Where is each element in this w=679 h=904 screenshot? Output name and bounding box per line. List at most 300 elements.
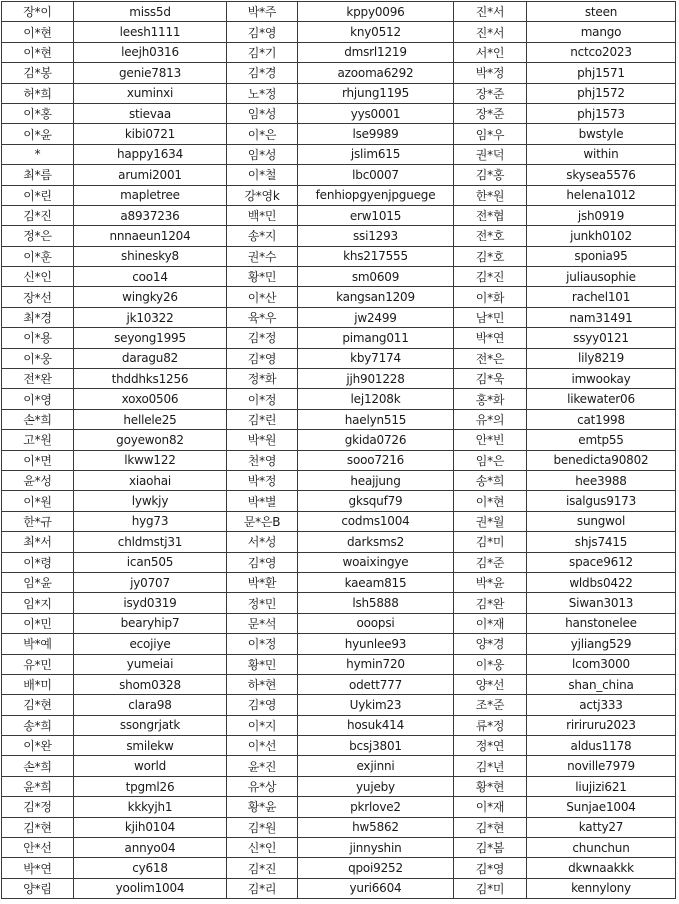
cell-name-2: 이*철	[227, 165, 298, 185]
cell-name-1: 유*민	[2, 654, 74, 674]
cell-name-1: 김*현	[2, 695, 74, 715]
cell-name-1: 안*선	[2, 838, 74, 858]
table-row	[2, 695, 676, 715]
cell-name-2: 유*상	[227, 776, 298, 796]
cell-id-1: hellele25	[74, 409, 227, 429]
cell-name-3: 이*재	[454, 797, 527, 817]
cell-name-2: 정*화	[227, 369, 298, 389]
cell-name-1: 윤*성	[2, 470, 74, 490]
cell-name-2: 육*우	[227, 307, 298, 327]
cell-id-2: fenhiopgyenjpguege	[298, 185, 454, 205]
cell-id-2: jslim615	[298, 144, 454, 164]
cell-name-1: *	[2, 144, 74, 164]
cell-id-3: shjs7415	[527, 532, 676, 552]
table-row	[2, 287, 676, 307]
cell-name-2: 문*석	[227, 613, 298, 633]
table-row	[2, 776, 676, 796]
cell-name-2: 이*정	[227, 634, 298, 654]
table-row	[2, 328, 676, 348]
cell-id-3: emtp55	[527, 430, 676, 450]
table-row	[2, 103, 676, 123]
cell-name-1: 이*용	[2, 328, 74, 348]
cell-id-1: kibi0721	[74, 124, 227, 144]
table-row	[2, 165, 676, 185]
cell-name-3: 정*연	[454, 736, 527, 756]
cell-id-3: jsh0919	[527, 205, 676, 225]
cell-id-3: benedicta90802	[527, 450, 676, 470]
cell-name-2: 박*환	[227, 572, 298, 592]
cell-id-2: kby7174	[298, 348, 454, 368]
cell-id-1: yumeiai	[74, 654, 227, 674]
cell-id-2: sooo7216	[298, 450, 454, 470]
cell-name-2: 이*정	[227, 389, 298, 409]
cell-name-1: 배*미	[2, 674, 74, 694]
cell-id-1: nnnaeun1204	[74, 226, 227, 246]
cell-id-2: khs217555	[298, 246, 454, 266]
cell-id-2: jw2499	[298, 307, 454, 327]
cell-id-3: dkwnaakkk	[527, 858, 676, 878]
table-row	[2, 369, 676, 389]
cell-name-1: 박*예	[2, 634, 74, 654]
table-row	[2, 552, 676, 572]
cell-id-3: nctco2023	[527, 42, 676, 62]
cell-id-3: lily8219	[527, 348, 676, 368]
cell-name-3: 조*준	[454, 695, 527, 715]
cell-id-2: lej1208k	[298, 389, 454, 409]
cell-id-1: isyd0319	[74, 593, 227, 613]
cell-name-1: 김*봉	[2, 63, 74, 83]
cell-id-3: steen	[527, 2, 676, 22]
cell-name-3: 권*덕	[454, 144, 527, 164]
cell-name-3: 진*서	[454, 22, 527, 42]
cell-name-2: 박*원	[227, 430, 298, 450]
cell-id-1: thddhks1256	[74, 369, 227, 389]
cell-name-1: 박*연	[2, 858, 74, 878]
cell-id-3: lcom3000	[527, 654, 676, 674]
cell-id-3: likewater06	[527, 389, 676, 409]
cell-name-3: 남*민	[454, 307, 527, 327]
cell-id-1: lkww122	[74, 450, 227, 470]
cell-name-2: 이*산	[227, 287, 298, 307]
cell-id-2: sm0609	[298, 267, 454, 287]
cell-id-1: coo14	[74, 267, 227, 287]
cell-name-2: 박*별	[227, 491, 298, 511]
cell-id-2: yujeby	[298, 776, 454, 796]
cell-name-3: 한*원	[454, 185, 527, 205]
cell-id-2: gkida0726	[298, 430, 454, 450]
cell-name-2: 정*민	[227, 593, 298, 613]
cell-id-1: clara98	[74, 695, 227, 715]
cell-id-2: codms1004	[298, 511, 454, 531]
cell-name-2: 천*영	[227, 450, 298, 470]
table-row	[2, 511, 676, 531]
cell-id-3: nam31491	[527, 307, 676, 327]
cell-name-2: 송*지	[227, 226, 298, 246]
cell-id-2: jjh901228	[298, 369, 454, 389]
cell-id-1: seyong1995	[74, 328, 227, 348]
cell-name-1: 장*이	[2, 2, 74, 22]
table-row	[2, 450, 676, 470]
cell-name-3: 임*은	[454, 450, 527, 470]
table-row	[2, 634, 676, 654]
cell-name-2: 박*주	[227, 2, 298, 22]
cell-id-2: exjinni	[298, 756, 454, 776]
table-row	[2, 674, 676, 694]
cell-id-2: yuri6604	[298, 878, 454, 898]
cell-id-1: kjih0104	[74, 817, 227, 837]
table-row	[2, 470, 676, 490]
cell-name-2: 임*성	[227, 144, 298, 164]
cell-name-1: 양*림	[2, 878, 74, 898]
table-row	[2, 756, 676, 776]
cell-id-3: aldus1178	[527, 736, 676, 756]
cell-name-1: 김*현	[2, 817, 74, 837]
cell-name-1: 정*은	[2, 226, 74, 246]
table-row	[2, 593, 676, 613]
cell-name-1: 이*면	[2, 450, 74, 470]
cell-name-2: 김*진	[227, 858, 298, 878]
cell-name-1: 손*희	[2, 409, 74, 429]
cell-name-3: 전*호	[454, 226, 527, 246]
cell-name-2: 김*리	[227, 878, 298, 898]
cell-id-1: shinesky8	[74, 246, 227, 266]
cell-name-2: 김*원	[227, 817, 298, 837]
cell-name-1: 김*진	[2, 205, 74, 225]
table-row	[2, 572, 676, 592]
cell-id-1: shom0328	[74, 674, 227, 694]
table-row	[2, 42, 676, 62]
cell-name-3: 이*현	[454, 491, 527, 511]
cell-name-3: 서*인	[454, 42, 527, 62]
cell-id-1: jy0707	[74, 572, 227, 592]
cell-id-2: odett777	[298, 674, 454, 694]
cell-name-2: 김*기	[227, 42, 298, 62]
cell-name-1: 김*정	[2, 797, 74, 817]
cell-id-2: kny0512	[298, 22, 454, 42]
cell-name-2: 강*영k	[227, 185, 298, 205]
cell-id-1: lywkjy	[74, 491, 227, 511]
cell-name-2: 신*인	[227, 838, 298, 858]
cell-id-2: rhjung1195	[298, 83, 454, 103]
cell-name-3: 임*우	[454, 124, 527, 144]
cell-id-3: skysea5576	[527, 165, 676, 185]
cell-name-2: 이*은	[227, 124, 298, 144]
cell-name-2: 서*성	[227, 532, 298, 552]
cell-id-2: heajjung	[298, 470, 454, 490]
cell-name-1: 손*희	[2, 756, 74, 776]
cell-id-3: ssyy0121	[527, 328, 676, 348]
cell-id-1: leesh1111	[74, 22, 227, 42]
cell-name-1: 장*선	[2, 287, 74, 307]
cell-id-2: kppy0096	[298, 2, 454, 22]
cell-id-1: arumi2001	[74, 165, 227, 185]
cell-name-1: 이*린	[2, 185, 74, 205]
cell-name-1: 이*홍	[2, 103, 74, 123]
cell-id-3: katty27	[527, 817, 676, 837]
cell-id-3: actj333	[527, 695, 676, 715]
cell-name-2: 김*정	[227, 328, 298, 348]
table-row	[2, 878, 676, 898]
cell-id-3: hanstonelee	[527, 613, 676, 633]
cell-name-1: 최*름	[2, 165, 74, 185]
cell-id-2: hw5862	[298, 817, 454, 837]
cell-name-1: 최*경	[2, 307, 74, 327]
cell-name-3: 박*연	[454, 328, 527, 348]
cell-name-2: 김*영	[227, 552, 298, 572]
cell-name-1: 이*민	[2, 613, 74, 633]
cell-id-3: phj1573	[527, 103, 676, 123]
cell-id-2: erw1015	[298, 205, 454, 225]
cell-id-2: dmsrl1219	[298, 42, 454, 62]
cell-id-3: rachel101	[527, 287, 676, 307]
cell-id-3: hee3988	[527, 470, 676, 490]
cell-id-3: sponia95	[527, 246, 676, 266]
cell-id-3: space9612	[527, 552, 676, 572]
cell-name-1: 이*원	[2, 491, 74, 511]
table-row	[2, 348, 676, 368]
cell-name-1: 이*현	[2, 42, 74, 62]
cell-name-2: 권*수	[227, 246, 298, 266]
cell-name-3: 유*의	[454, 409, 527, 429]
cell-name-3: 황*현	[454, 776, 527, 796]
table-row	[2, 532, 676, 552]
table-row	[2, 389, 676, 409]
cell-name-2: 하*현	[227, 674, 298, 694]
table-row	[2, 654, 676, 674]
cell-name-3: 안*빈	[454, 430, 527, 450]
cell-id-3: kennylony	[527, 878, 676, 898]
cell-name-1: 한*규	[2, 511, 74, 531]
cell-name-3: 양*선	[454, 674, 527, 694]
cell-id-2: hymin720	[298, 654, 454, 674]
cell-name-3: 류*정	[454, 715, 527, 735]
cell-id-3: phj1572	[527, 83, 676, 103]
cell-id-3: yjliang529	[527, 634, 676, 654]
cell-id-3: sungwol	[527, 511, 676, 531]
cell-id-3: wldbs0422	[527, 572, 676, 592]
cell-id-1: cy618	[74, 858, 227, 878]
table-row	[2, 83, 676, 103]
table-row	[2, 736, 676, 756]
cell-id-2: lsh5888	[298, 593, 454, 613]
cell-name-3: 김*년	[454, 756, 527, 776]
cell-id-1: genie7813	[74, 63, 227, 83]
cell-name-3: 송*희	[454, 470, 527, 490]
cell-name-3: 전*협	[454, 205, 527, 225]
cell-name-3: 장*준	[454, 83, 527, 103]
cell-name-3: 장*준	[454, 103, 527, 123]
cell-id-2: ooopsi	[298, 613, 454, 633]
table-row	[2, 63, 676, 83]
cell-id-1: jk10322	[74, 307, 227, 327]
cell-id-1: mapletree	[74, 185, 227, 205]
cell-name-2: 김*영	[227, 22, 298, 42]
cell-name-3: 이*화	[454, 287, 527, 307]
cell-id-1: ican505	[74, 552, 227, 572]
cell-id-1: tpgml26	[74, 776, 227, 796]
cell-name-1: 이*령	[2, 552, 74, 572]
cell-name-3: 이*재	[454, 613, 527, 633]
cell-name-2: 노*정	[227, 83, 298, 103]
cell-name-2: 이*선	[227, 736, 298, 756]
cell-name-3: 이*웅	[454, 654, 527, 674]
cell-id-2: azooma6292	[298, 63, 454, 83]
cell-name-3: 김*준	[454, 552, 527, 572]
table-row	[2, 715, 676, 735]
cell-name-1: 이*완	[2, 736, 74, 756]
cell-name-2: 백*민	[227, 205, 298, 225]
cell-id-2: lbc0007	[298, 165, 454, 185]
cell-id-1: stievaa	[74, 103, 227, 123]
cell-id-2: bcsj3801	[298, 736, 454, 756]
cell-name-3: 박*윤	[454, 572, 527, 592]
winners-table-body	[2, 2, 676, 899]
cell-name-1: 윤*희	[2, 776, 74, 796]
table-row	[2, 613, 676, 633]
winners-table	[1, 1, 676, 899]
cell-id-1: goyewon82	[74, 430, 227, 450]
cell-name-3: 김*미	[454, 532, 527, 552]
cell-id-3: juliausophie	[527, 267, 676, 287]
table-row	[2, 124, 676, 144]
cell-id-3: Siwan3013	[527, 593, 676, 613]
cell-id-1: yoolim1004	[74, 878, 227, 898]
cell-id-2: darksms2	[298, 532, 454, 552]
table-row	[2, 307, 676, 327]
cell-name-1: 이*훈	[2, 246, 74, 266]
cell-id-2: qpoi9252	[298, 858, 454, 878]
cell-name-3: 홍*화	[454, 389, 527, 409]
cell-name-3: 김*봄	[454, 838, 527, 858]
cell-name-3: 김*홍	[454, 165, 527, 185]
table-row	[2, 185, 676, 205]
cell-id-2: hosuk414	[298, 715, 454, 735]
cell-id-1: daragu82	[74, 348, 227, 368]
cell-name-2: 임*성	[227, 103, 298, 123]
table-row	[2, 267, 676, 287]
cell-name-1: 이*영	[2, 389, 74, 409]
cell-id-3: ririruru2023	[527, 715, 676, 735]
cell-name-2: 윤*진	[227, 756, 298, 776]
cell-name-2: 문*은B	[227, 511, 298, 531]
cell-id-1: leejh0316	[74, 42, 227, 62]
table-row	[2, 797, 676, 817]
cell-name-3: 권*월	[454, 511, 527, 531]
cell-id-3: Sunjae1004	[527, 797, 676, 817]
cell-id-2: pkrlove2	[298, 797, 454, 817]
cell-id-3: imwookay	[527, 369, 676, 389]
cell-name-2: 황*민	[227, 654, 298, 674]
cell-id-3: chunchun	[527, 838, 676, 858]
cell-name-2: 김*경	[227, 63, 298, 83]
cell-name-1: 임*지	[2, 593, 74, 613]
cell-id-3: within	[527, 144, 676, 164]
cell-id-2: lse9989	[298, 124, 454, 144]
table-row	[2, 409, 676, 429]
cell-name-1: 고*원	[2, 430, 74, 450]
cell-name-2: 황*민	[227, 267, 298, 287]
cell-name-2: 박*정	[227, 470, 298, 490]
cell-id-2: kangsan1209	[298, 287, 454, 307]
cell-name-2: 김*영	[227, 348, 298, 368]
cell-id-3: shan_china	[527, 674, 676, 694]
cell-id-1: kkkyjh1	[74, 797, 227, 817]
table-row	[2, 817, 676, 837]
table-row	[2, 144, 676, 164]
cell-id-2: haelyn515	[298, 409, 454, 429]
cell-name-1: 전*완	[2, 369, 74, 389]
cell-id-1: chldmstj31	[74, 532, 227, 552]
cell-id-3: junkh0102	[527, 226, 676, 246]
cell-name-2: 이*지	[227, 715, 298, 735]
cell-id-1: hyg73	[74, 511, 227, 531]
cell-id-1: xiaohai	[74, 470, 227, 490]
cell-id-1: xoxo0506	[74, 389, 227, 409]
cell-name-1: 허*희	[2, 83, 74, 103]
cell-name-3: 김*욱	[454, 369, 527, 389]
cell-name-1: 임*윤	[2, 572, 74, 592]
cell-name-3: 김*현	[454, 817, 527, 837]
cell-name-1: 송*희	[2, 715, 74, 735]
cell-name-3: 김*미	[454, 878, 527, 898]
cell-name-3: 전*은	[454, 348, 527, 368]
table-row	[2, 2, 676, 22]
cell-name-3: 진*서	[454, 2, 527, 22]
cell-id-2: hyunlee93	[298, 634, 454, 654]
cell-id-3: mango	[527, 22, 676, 42]
cell-name-3: 김*영	[454, 858, 527, 878]
cell-id-3: phj1571	[527, 63, 676, 83]
cell-name-3: 김*호	[454, 246, 527, 266]
cell-id-1: bearyhip7	[74, 613, 227, 633]
table-row	[2, 838, 676, 858]
cell-name-1: 이*웅	[2, 348, 74, 368]
cell-id-3: liujizi621	[527, 776, 676, 796]
cell-id-1: xuminxi	[74, 83, 227, 103]
cell-id-3: cat1998	[527, 409, 676, 429]
table-row	[2, 226, 676, 246]
cell-name-2: 김*린	[227, 409, 298, 429]
table-row	[2, 430, 676, 450]
table-row	[2, 22, 676, 42]
table-row	[2, 491, 676, 511]
cell-id-1: miss5d	[74, 2, 227, 22]
cell-name-1: 이*현	[2, 22, 74, 42]
cell-name-1: 이*윤	[2, 124, 74, 144]
cell-id-1: world	[74, 756, 227, 776]
cell-id-2: Uykim23	[298, 695, 454, 715]
cell-name-1: 신*인	[2, 267, 74, 287]
cell-id-3: isalgus9173	[527, 491, 676, 511]
cell-id-1: ecojiye	[74, 634, 227, 654]
cell-id-2: jinnyshin	[298, 838, 454, 858]
cell-name-3: 박*정	[454, 63, 527, 83]
table-row	[2, 205, 676, 225]
cell-id-1: a8937236	[74, 205, 227, 225]
cell-id-2: yys0001	[298, 103, 454, 123]
cell-id-2: gksquf79	[298, 491, 454, 511]
cell-id-2: woaixingye	[298, 552, 454, 572]
cell-name-2: 김*영	[227, 695, 298, 715]
table-row	[2, 858, 676, 878]
cell-name-2: 황*윤	[227, 797, 298, 817]
cell-id-3: noville7979	[527, 756, 676, 776]
cell-id-1: happy1634	[74, 144, 227, 164]
cell-id-2: kaeam815	[298, 572, 454, 592]
cell-id-1: smilekw	[74, 736, 227, 756]
cell-name-3: 양*경	[454, 634, 527, 654]
cell-name-3: 김*완	[454, 593, 527, 613]
